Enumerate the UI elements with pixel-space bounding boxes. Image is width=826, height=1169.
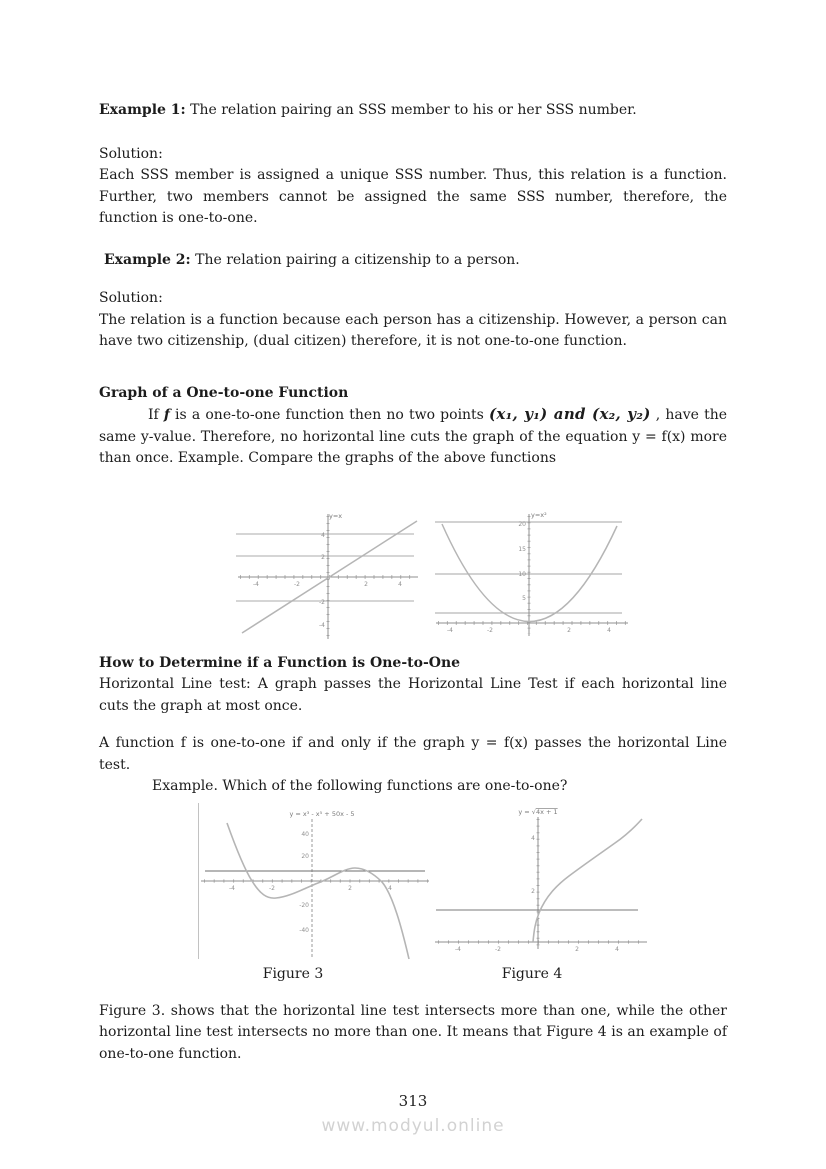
figure-4-plot xyxy=(433,801,649,961)
figure3-xtick: -4 xyxy=(229,884,235,892)
example-2-paragraph xyxy=(99,250,727,272)
graph-section-heading: Graph of a One-to-one Function xyxy=(99,384,349,401)
figure-3-caption: Figure 3 xyxy=(262,965,324,982)
graph-para-tail: , have the same y-value. Therefore, no horizontal line cuts the graph of the equation y = f(x) more than once. Example. Compare the graphs of the above functions xyxy=(99,407,727,466)
graph2-ytick: 10 xyxy=(518,570,526,578)
figure4-curve xyxy=(533,819,642,942)
figure4-ytick: 4 xyxy=(531,834,535,842)
figure3-ytick: -20 xyxy=(299,901,309,909)
solution-1-label: Solution: xyxy=(99,145,163,162)
howto-section-heading: How to Determine if a Function is One-to-One xyxy=(99,654,461,671)
graph-para-mid: is a one-to-one function then no two points xyxy=(169,407,490,423)
points-math-expression: (x₁, y₁) and (x₂, y₂) xyxy=(489,405,651,423)
graph1-xtick: -2 xyxy=(294,580,300,588)
graph1-title: y=x xyxy=(329,511,343,520)
figure3-xtick: 2 xyxy=(348,884,352,892)
graph-section-paragraph xyxy=(99,404,727,470)
figure4-title xyxy=(518,808,557,816)
figure3-xtick: -2 xyxy=(269,884,275,892)
solution-1 xyxy=(99,144,727,230)
graph1-ytick: 4 xyxy=(321,531,325,539)
graph1-ytick: 2 xyxy=(321,553,325,561)
graph-y-equals-x xyxy=(228,506,423,646)
example-1-paragraph xyxy=(99,100,727,122)
figures-row xyxy=(99,801,727,985)
example-1-text: The relation pairing an SSS member to his or her SSS number. xyxy=(185,102,637,118)
solution-1-text: Each SSS member is assigned a unique SSS number. Thus, this relation is a function. Further, two members cannot be assigned the same SSS number, therefore, the function is one-to-one. xyxy=(99,167,727,226)
figure3-title: y = x³ - x⁵ + 50x - 5 xyxy=(289,809,355,818)
graph2-xtick: -4 xyxy=(447,626,453,634)
graph1-xtick: -4 xyxy=(253,580,259,588)
figure3-curve xyxy=(227,823,409,959)
graph-y-equals-x-squared xyxy=(432,506,632,646)
page-number: 313 xyxy=(398,1092,428,1110)
horizontal-line-test-paragraph: Horizontal Line test: A graph passes the Horizontal Line Test if each horizontal line cuts the graph at most once. xyxy=(99,676,727,714)
watermark: www.modyul.online xyxy=(321,1116,505,1136)
figure4-xtick: 2 xyxy=(575,945,579,953)
figure4-title-prefix: y = √ xyxy=(518,807,536,816)
graph2-ytick: 15 xyxy=(518,545,526,553)
example-2-text: The relation pairing a citizenship to a person. xyxy=(190,251,520,268)
figure4-xtick: -4 xyxy=(455,945,461,953)
graph2-ytick: 5 xyxy=(522,594,526,602)
solution-2 xyxy=(99,288,727,353)
graph1-xtick: 2 xyxy=(364,580,368,588)
graph1-ytick: -4 xyxy=(319,621,325,629)
figure3-ytick: -40 xyxy=(299,926,309,934)
closing-paragraph: Figure 3. shows that the horizontal line test intersects more than one, while the other horizontal line test intersects no more than one. It means that Figure 4 is an example of one-to-one function. xyxy=(99,1002,727,1062)
graph1-xtick: 4 xyxy=(398,580,402,588)
solution-2-label: Solution: xyxy=(99,290,163,306)
graph2-xtick: -2 xyxy=(487,626,493,634)
graph2-title: y=x² xyxy=(531,510,547,519)
figure4-title-radicand: 4x + 1 xyxy=(535,807,558,816)
figure4-xtick: -2 xyxy=(495,945,501,953)
graph-para-lead: If xyxy=(148,407,164,423)
graph2-xtick: 4 xyxy=(607,626,611,634)
one-to-one-definition-paragraph: A function f is one-to-one if and only if the graph y = f(x) passes the horizontal Line test. xyxy=(99,735,727,773)
example-1-label: Example 1: xyxy=(99,102,186,118)
graph2-ytick: 20 xyxy=(518,520,526,528)
graph1-ytick: -2 xyxy=(319,598,325,606)
comparison-graphs-row xyxy=(99,506,727,646)
figure-4-caption: Figure 4 xyxy=(501,965,563,982)
figure3-ytick: 20 xyxy=(301,852,309,860)
figure3-xtick: 4 xyxy=(388,884,392,892)
example-question-line: Example. Which of the following functions are one-to-one? xyxy=(152,778,568,794)
graph2-xtick: 2 xyxy=(567,626,571,634)
figure4-ytick: 2 xyxy=(531,887,535,895)
solution-2-text: The relation is a function because each person has a citizenship. However, a person can have two citizenship, (dual citizen) therefore, it is not one-to-one function. xyxy=(99,311,727,349)
figure-3-plot xyxy=(197,801,432,963)
figure3-ytick: 40 xyxy=(301,830,309,838)
figure4-xtick: 4 xyxy=(615,945,619,953)
f-symbol: f xyxy=(163,407,170,423)
example-2-label: Example 2: xyxy=(104,251,191,268)
